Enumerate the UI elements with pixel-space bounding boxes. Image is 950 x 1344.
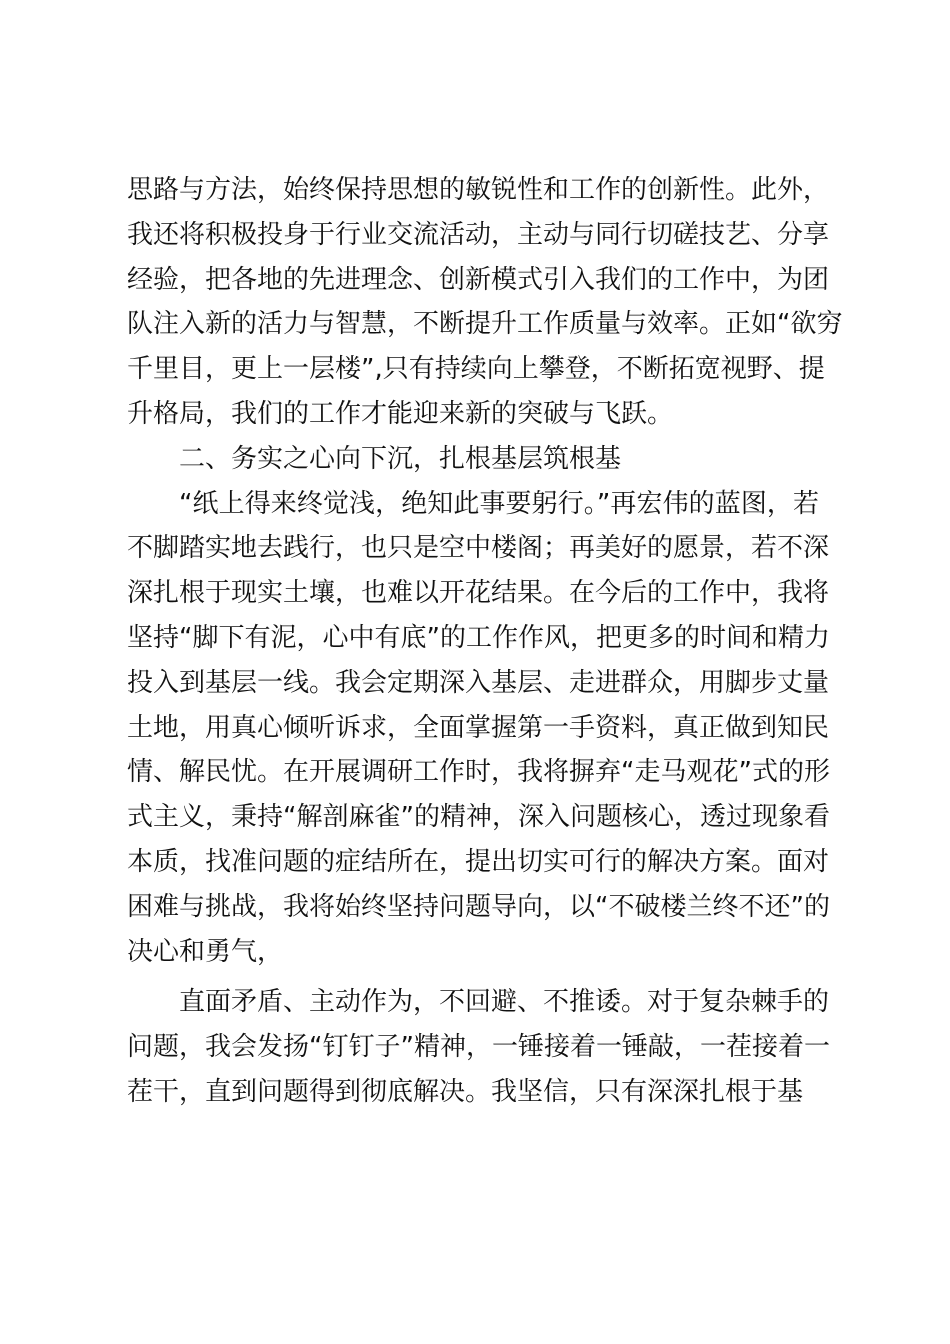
text-line: 深扎根于现实土壤，也难以开花结果。在今后的工作中，我将 xyxy=(127,578,830,609)
text-line: 茬干，直到问题得到彻底解决。我坚信，只有深深扎根于基 xyxy=(127,1076,804,1107)
text-line: “纸上得来终觉浅，绝知此事要躬行。”再宏伟的蓝图，若 xyxy=(179,488,819,519)
section-heading: 二、务实之心向下沉，扎根基层筑根基 xyxy=(179,443,622,474)
text-line: 坚持“脚下有泥，心中有底”的工作作风，把更多的时间和精力 xyxy=(127,622,830,653)
text-line: 千里目，更上一层楼”,只有持续向上攀登，不断拓宽视野、提 xyxy=(127,354,825,385)
text-line: 情、解民忧。在开展调研工作时，我将摒弃“走马观花”式的形 xyxy=(127,757,830,788)
text-line: 我还将积极投身于行业交流活动，主动与同行切磋技艺、分享 xyxy=(127,219,830,250)
paragraph-3 xyxy=(127,980,830,1114)
text-line: 经验，把各地的先进理念、创新模式引入我们的工作中，为团 xyxy=(127,264,830,295)
paragraph-2 xyxy=(127,482,830,975)
text-line: 问题，我会发扬“钉钉子”精神，一锤接着一锤敲，一茬接着一 xyxy=(127,1032,830,1063)
paragraph-1 xyxy=(127,168,843,437)
document-body xyxy=(127,168,843,1115)
text-line: 升格局，我们的工作才能迎来新的突破与飞跃。 xyxy=(127,398,674,429)
text-line: 不脚踏实地去践行，也只是空中楼阁；再美好的愿景，若不深 xyxy=(127,533,830,564)
text-line: 直面矛盾、主动作为，不回避、不推诿。对于复杂棘手的 xyxy=(179,987,830,1018)
text-line: 决心和勇气， xyxy=(127,936,284,967)
text-line: 思路与方法，始终保持思想的敏锐性和工作的创新性。此外， xyxy=(127,175,830,205)
text-line: 困难与挑战，我将始终坚持问题导向，以“不破楼兰终不还”的 xyxy=(127,891,830,922)
text-line: 本质，找准问题的症结所在，提出切实可行的解决方案。面对 xyxy=(127,846,830,877)
text-line: 式主义，秉持“解剖麻雀”的精神，深入问题核心，透过现象看 xyxy=(127,802,830,833)
text-line: 投入到基层一线。我会定期深入基层、走进群众，用脚步丈量 xyxy=(127,667,830,698)
text-line: 队注入新的活力与智慧，不断提升工作质量与效率。正如“欲穷 xyxy=(127,309,843,340)
text-line: 土地，用真心倾听诉求，全面掌握第一手资料，真正做到知民 xyxy=(127,712,830,743)
